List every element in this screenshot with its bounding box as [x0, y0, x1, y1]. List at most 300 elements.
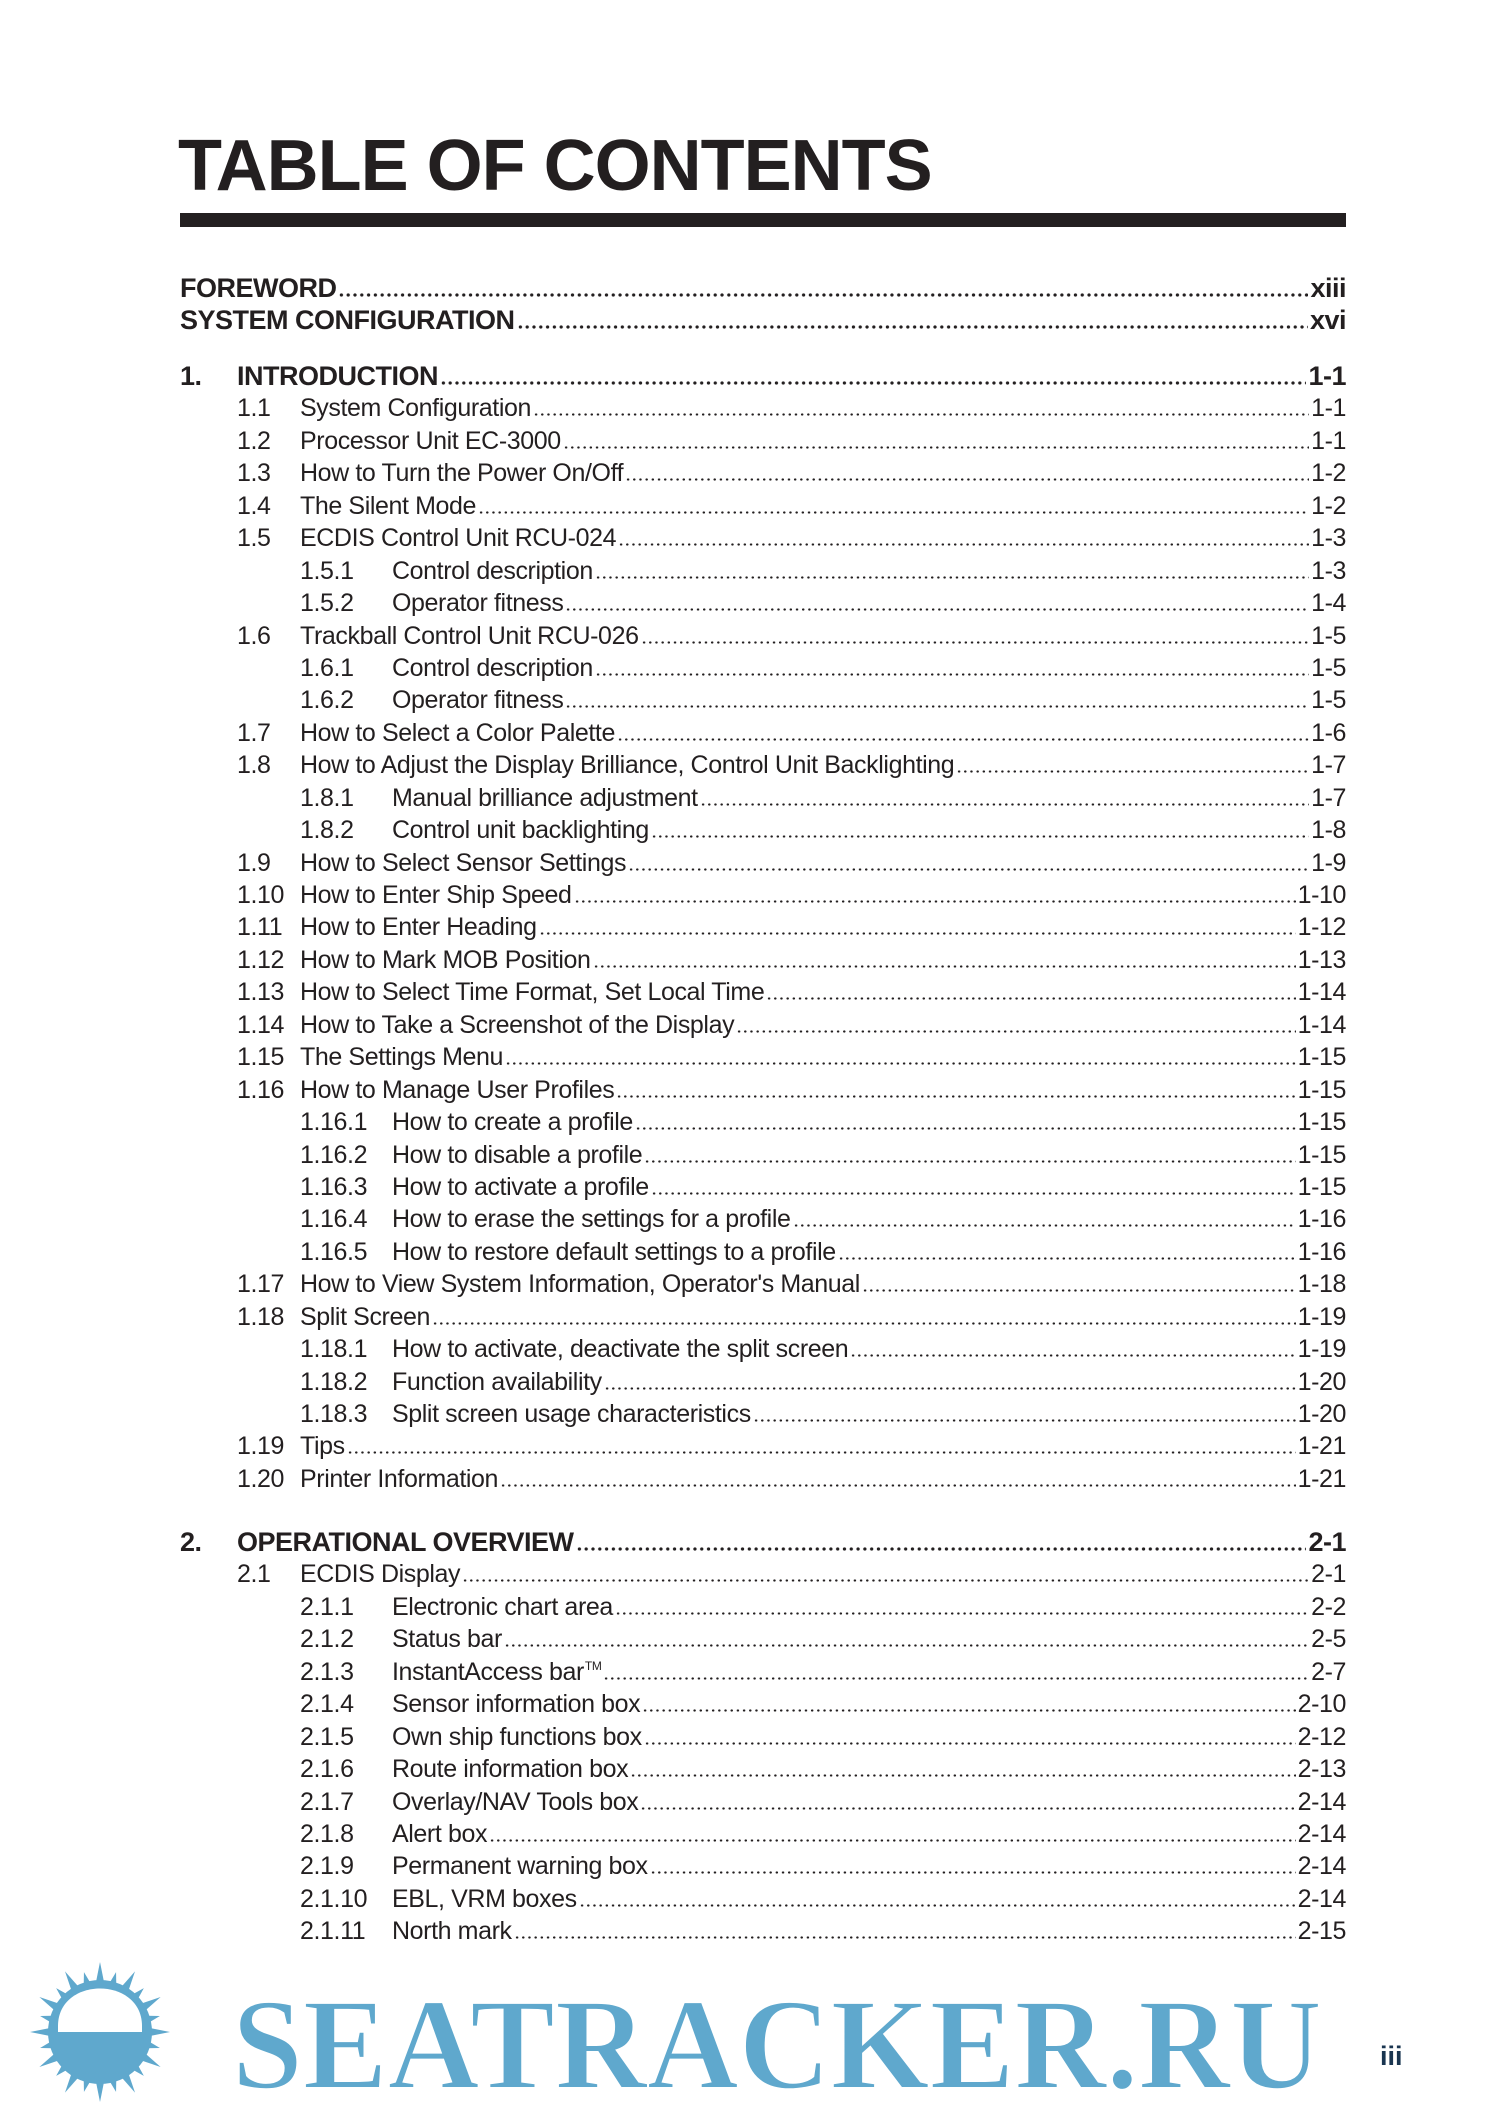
toc-entry-page: 1-21 [1297, 1432, 1346, 1461]
dot-leader [500, 1484, 1296, 1487]
dot-leader [640, 1807, 1295, 1810]
toc-entry-title-text: How to Manage User Profiles [300, 1075, 615, 1104]
toc-entry-title-text: FOREWORD [180, 273, 337, 303]
toc-entry-title [300, 490, 476, 522]
dot-leader [565, 705, 1309, 708]
dot-leader [576, 1547, 1307, 1551]
toc-entry-number: 1.11 [237, 913, 283, 942]
toc-entry[interactable] [180, 1850, 1346, 1882]
dot-leader [565, 608, 1309, 611]
toc-entry-title [392, 1623, 502, 1655]
dot-leader [644, 1742, 1296, 1745]
toc-entry-title-text: EBL, VRM boxes [392, 1884, 577, 1913]
toc-entry[interactable] [180, 272, 1346, 304]
trademark-mark: TM [584, 1658, 602, 1673]
title-rule [180, 213, 1346, 227]
toc-entry-title [392, 1850, 648, 1882]
toc-entry-title-text: How to Turn the Power On/Off [300, 459, 624, 488]
dot-leader [595, 576, 1309, 579]
toc-entry-number: 1.6.1 [300, 653, 354, 682]
toc-entry-title [300, 944, 591, 976]
toc-entry[interactable] [180, 911, 1346, 943]
toc-entry-title [300, 1430, 345, 1462]
toc-entry-title-text: Split Screen [300, 1302, 430, 1331]
dot-leader [604, 1387, 1296, 1390]
toc-entry-number: 1.6 [237, 621, 271, 650]
toc-entry-title-text: INTRODUCTION [237, 361, 438, 391]
toc-entry-title [392, 1106, 633, 1138]
dot-leader [641, 641, 1309, 644]
toc-entry[interactable] [180, 1883, 1346, 1915]
dot-leader [956, 770, 1309, 773]
toc-entry-number: 2.1.10 [300, 1884, 368, 1913]
toc-entry-page: xiii [1310, 273, 1346, 303]
toc-entry[interactable] [180, 879, 1346, 911]
toc-entry-page: 2-7 [1311, 1657, 1346, 1686]
toc-entry-title-text: How to View System Information, Operator's Manual [300, 1270, 860, 1299]
toc-entry-title-text: Operator fitness [392, 686, 564, 715]
dot-leader [630, 1774, 1295, 1777]
chapter-1-list [180, 360, 1346, 1495]
toc-entry-title-text: Trackball Control Unit RCU-026 [300, 621, 639, 650]
toc-entry-title-text: InstantAccess bar [392, 1657, 584, 1686]
toc-entry-title [300, 847, 626, 879]
dot-leader [736, 1030, 1295, 1033]
toc-entry[interactable] [180, 847, 1346, 879]
toc-entry[interactable] [180, 360, 1346, 392]
toc-entry-title-text: How to Select Time Format, Set Local Time [300, 978, 765, 1007]
toc-entry[interactable] [180, 1171, 1346, 1203]
toc-entry-title [392, 1236, 836, 1268]
toc-entry-number: 1.18.1 [300, 1335, 368, 1364]
toc-entry-number: 2.1.1 [300, 1592, 354, 1621]
toc-entry-number: 2. [180, 1527, 202, 1557]
toc-entry-page: 1-14 [1297, 978, 1346, 1007]
toc-entry[interactable] [180, 304, 1346, 336]
toc-entry-page: 1-15 [1297, 1172, 1346, 1201]
toc-entry-number: 1.10 [237, 881, 285, 909]
toc-entry-title-text: How to restore default settings to a profile [392, 1237, 836, 1266]
toc-entry-title-text: ECDIS Control Unit RCU-024 [300, 524, 617, 553]
toc-entry-number: 1.4 [237, 491, 271, 520]
toc-entry-title [300, 1463, 498, 1495]
toc-entry-number: 1.6.2 [300, 686, 354, 715]
dot-leader [478, 511, 1309, 514]
toc-entry-title [392, 1786, 638, 1818]
toc-entry-title-text: Control description [392, 556, 593, 585]
toc-entry-page: 2-12 [1297, 1722, 1346, 1751]
toc-entry-number: 1.8 [237, 751, 271, 780]
toc-entry-title [300, 879, 572, 911]
dot-leader [753, 1419, 1296, 1422]
toc-entry-page: 1-8 [1311, 816, 1346, 845]
toc-entry-number: 1.5 [237, 524, 271, 553]
toc-entry[interactable] [180, 1558, 1346, 1590]
toc-entry-number: 1.2 [237, 426, 271, 455]
toc-entry-page: 1-10 [1297, 881, 1346, 909]
toc-entry[interactable] [180, 425, 1346, 457]
toc-entry-title-text: How to create a profile [392, 1108, 633, 1137]
toc-entry[interactable] [180, 555, 1346, 587]
toc-entry[interactable] [180, 1623, 1346, 1655]
toc-entry-title [300, 749, 954, 781]
toc-entry-title-text: Printer Information [300, 1464, 499, 1493]
toc-entry[interactable] [180, 1721, 1346, 1753]
toc-entry-title [300, 1301, 430, 1333]
dot-leader [533, 413, 1309, 416]
toc-entry-title-text: Status bar [392, 1625, 502, 1654]
toc-entry-page: 1-4 [1311, 589, 1346, 618]
toc-entry-title [392, 1398, 751, 1430]
toc-entry[interactable] [180, 782, 1346, 814]
toc-entry[interactable] [180, 1236, 1346, 1268]
dot-leader [635, 1127, 1296, 1130]
toc-entry-page: 1-16 [1297, 1205, 1346, 1234]
toc-entry-number: 1.18.3 [300, 1400, 368, 1428]
toc-entry-title-text: ECDIS Display [300, 1560, 461, 1589]
toc-entry-title-text: Function availability [392, 1367, 602, 1396]
toc-entry-title-text: Processor Unit EC-3000 [300, 426, 561, 455]
dot-leader [489, 1839, 1296, 1842]
toc-entry-page: 1-1 [1311, 426, 1346, 455]
toc-entry-title [300, 425, 561, 457]
dot-leader [650, 1871, 1296, 1874]
toc-entry[interactable] [180, 1430, 1346, 1462]
toc-entry-number: 1.19 [237, 1432, 285, 1461]
toc-entry-number: 2.1.6 [300, 1755, 354, 1784]
toc-entry-title [392, 782, 698, 814]
toc-entry-page: 1-16 [1297, 1237, 1346, 1266]
toc-entry-number: 1.5.2 [300, 589, 354, 618]
toc-entry-number: 1.5.1 [300, 556, 354, 585]
toc-entry-page: 1-15 [1297, 1043, 1346, 1072]
toc-entry-page: 1-20 [1297, 1367, 1346, 1396]
dot-leader [838, 1257, 1296, 1260]
toc-entry-title-text: How to disable a profile [392, 1140, 643, 1169]
toc-entry-title [237, 360, 438, 392]
toc-entry-page: 1-15 [1297, 1140, 1346, 1169]
dot-leader [644, 1160, 1295, 1163]
toc-entry[interactable] [180, 1591, 1346, 1623]
toc-entry-title-text: Route information box [392, 1755, 629, 1784]
toc-entry-number: 1.18 [237, 1302, 285, 1331]
toc-entry-title [392, 555, 593, 587]
toc-entry-title-text: How to Select Sensor Settings [300, 848, 627, 877]
toc-entry-title-text: OPERATIONAL OVERVIEW [237, 1527, 574, 1557]
toc-entry[interactable] [180, 457, 1346, 489]
toc-entry-title [237, 1526, 574, 1558]
toc-entry-page: 1-18 [1297, 1270, 1346, 1299]
toc-entry-title-text: Overlay/NAV Tools box [392, 1787, 639, 1816]
toc-entry-page: 1-19 [1297, 1302, 1346, 1331]
toc-entry-title [392, 1366, 602, 1398]
toc-entry-title [180, 272, 336, 304]
toc-entry[interactable] [180, 587, 1346, 619]
dot-leader [617, 738, 1309, 741]
dot-leader [504, 1644, 1309, 1647]
dot-leader [625, 478, 1309, 481]
toc-entry-page: xvi [1309, 305, 1346, 336]
toc-entry-title-text: Tips [300, 1432, 345, 1461]
toc-entry[interactable] [180, 392, 1346, 424]
dot-leader [595, 673, 1309, 676]
dot-leader [642, 1709, 1295, 1712]
toc-entry-number: 1.8.2 [300, 816, 354, 845]
toc-entry-number: 2.1.2 [300, 1625, 354, 1654]
chapter-2-list [180, 1526, 1346, 1948]
toc-entry-title [300, 1041, 503, 1073]
dot-leader [579, 1904, 1296, 1907]
toc-entry-page: 1-5 [1311, 686, 1346, 715]
dot-leader [347, 1451, 1296, 1454]
seatracker-watermark [0, 1960, 1340, 2104]
toc-entry-page: 2-14 [1297, 1884, 1346, 1913]
dot-leader [539, 932, 1296, 935]
toc-entry-title [300, 392, 531, 424]
toc-entry-page: 2-13 [1297, 1755, 1346, 1784]
toc-entry-page: 1-20 [1297, 1400, 1346, 1428]
toc-entry[interactable] [180, 1301, 1346, 1333]
toc-entry[interactable] [180, 1398, 1346, 1430]
toc-entry-title-text: How to Select a Color Palette [300, 718, 615, 747]
dot-leader [700, 803, 1309, 806]
toc-entry-title [300, 1558, 460, 1590]
toc-entry-title-text: The Settings Menu [300, 1043, 504, 1072]
toc-entry-title-text: SYSTEM CONFIGURATION [180, 305, 515, 336]
toc-entry-title-text: Split screen usage characteristics [392, 1400, 751, 1428]
toc-entry-page: 1-15 [1297, 1108, 1346, 1137]
toc-entry-number: 2.1.3 [300, 1657, 354, 1686]
toc-entry-title [392, 652, 593, 684]
toc-entry[interactable] [180, 684, 1346, 716]
toc-entry[interactable] [180, 1753, 1346, 1785]
toc-entry[interactable] [180, 814, 1346, 846]
toc-entry-page: 1-1 [1308, 361, 1346, 391]
dot-leader [338, 293, 1308, 297]
toc-entry[interactable] [180, 1463, 1346, 1495]
dot-leader [574, 900, 1296, 903]
toc-entry-title-text: Permanent warning box [392, 1852, 648, 1881]
toc-entry-page: 1-7 [1311, 783, 1346, 812]
dot-leader [615, 1612, 1309, 1615]
toc-entry-page: 2-14 [1297, 1852, 1346, 1881]
toc-entry-title [392, 1333, 848, 1365]
toc-entry-number: 1.16.4 [300, 1205, 368, 1234]
toc-entry-title [392, 1591, 613, 1623]
toc-entry-title [392, 1883, 577, 1915]
toc-entry-page: 1-7 [1311, 751, 1346, 780]
toc-entry-page: 1-21 [1297, 1464, 1346, 1493]
toc-entry-title [300, 620, 639, 652]
toc-entry[interactable] [180, 1786, 1346, 1818]
toc-entry-title [392, 587, 563, 619]
toc-entry-number: 1.9 [237, 848, 271, 877]
toc-entry[interactable] [180, 1526, 1346, 1558]
toc-entry-page: 1-6 [1311, 718, 1346, 747]
toc-entry-page: 1-13 [1297, 945, 1346, 974]
toc-entry[interactable] [180, 1041, 1346, 1073]
toc-entry-title [392, 1915, 512, 1947]
dot-leader [766, 997, 1295, 1000]
toc-entry-title-text: How to Enter Heading [300, 913, 537, 942]
toc-entry-page: 1-12 [1297, 913, 1346, 942]
toc-entry-title-text: How to Take a Screenshot of the Display [300, 1010, 735, 1039]
toc-entry-number: 2.1.9 [300, 1852, 354, 1881]
toc-entry-number: 2.1.8 [300, 1819, 354, 1848]
toc-entry[interactable] [180, 717, 1346, 749]
toc-entry-page: 1-3 [1311, 556, 1346, 585]
toc-entry-title [300, 522, 616, 554]
toc-entry-number: 1.3 [237, 459, 271, 488]
toc-entry-page: 1-2 [1311, 459, 1346, 488]
toc-entry-number: 1.17 [237, 1270, 285, 1299]
toc-entry-number: 1.14 [237, 1010, 285, 1039]
toc-entry-page: 1-15 [1297, 1075, 1346, 1104]
toc-entry-number: 1.7 [237, 718, 271, 747]
toc-entry[interactable] [180, 1915, 1346, 1947]
toc-entry-title-text: Alert box [392, 1819, 488, 1848]
toc-entry-title [392, 1139, 642, 1171]
toc-entry[interactable] [180, 1333, 1346, 1365]
toc-entry[interactable] [180, 652, 1346, 684]
toc-entry-title-text: Control description [392, 653, 593, 682]
toc-entry-title-text: Manual brilliance adjustment [392, 783, 698, 812]
dot-leader [505, 1062, 1296, 1065]
toc-entry-title-text: Own ship functions box [392, 1722, 642, 1751]
toc-entry-page: 1-2 [1311, 491, 1346, 520]
toc-entry-title [392, 1721, 642, 1753]
toc-entry-title-text: Operator fitness [392, 589, 564, 618]
toc-entry[interactable] [180, 1203, 1346, 1235]
toc-entry-title [392, 1171, 649, 1203]
toc-entry-page: 1-19 [1297, 1335, 1346, 1364]
toc-entry-number: 2.1 [237, 1560, 271, 1589]
toc-entry-title [392, 1656, 601, 1688]
toc-entry-title [180, 304, 515, 336]
toc-entry[interactable] [180, 1268, 1346, 1300]
toc-entry[interactable] [180, 1106, 1346, 1138]
sun-logo-icon [30, 1962, 170, 2102]
toc-entry-title [300, 911, 537, 943]
toc-entry-page: 1-14 [1297, 1010, 1346, 1039]
toc-entry-page: 1-3 [1311, 524, 1346, 553]
toc-entry-number: 1.18.2 [300, 1367, 368, 1396]
toc-entry-number: 2.1.5 [300, 1722, 354, 1751]
toc-entry[interactable] [180, 1818, 1346, 1850]
toc-entry-page: 1-5 [1311, 621, 1346, 650]
toc-entry-number: 1.16.5 [300, 1237, 368, 1266]
toc-entry-title-text: How to erase the settings for a profile [392, 1205, 791, 1234]
toc-entry-page: 2-1 [1308, 1527, 1346, 1557]
dot-leader [651, 1192, 1296, 1195]
toc-entry-title [392, 1818, 487, 1850]
toc-entry-number: 1.13 [237, 978, 285, 1007]
watermark-text: SEATRACKER.RU [232, 1973, 1322, 2104]
toc-entry-title [300, 717, 615, 749]
toc-entry-number: 1.12 [237, 945, 285, 974]
toc-entry[interactable] [180, 1366, 1346, 1398]
dot-leader [793, 1224, 1296, 1227]
toc-entry-title [392, 1688, 640, 1720]
toc-entry[interactable] [180, 1688, 1346, 1720]
dot-leader [603, 1677, 1309, 1680]
dot-leader [563, 446, 1309, 449]
dot-leader [628, 868, 1309, 871]
dot-leader [514, 1936, 1296, 1939]
toc-entry-title-text: How to Adjust the Display Brilliance, Control Unit Backlighting [300, 751, 955, 780]
toc-entry-page: 2-10 [1297, 1690, 1346, 1719]
toc-entry[interactable] [180, 976, 1346, 1008]
toc-entry-title [300, 976, 764, 1008]
toc-entry[interactable] [180, 1074, 1346, 1106]
front-matter-list [180, 272, 1346, 337]
toc-entry-page: 2-5 [1311, 1625, 1346, 1654]
toc-entry-number: 1.16.1 [300, 1108, 368, 1137]
toc-entry-title-text: North mark [392, 1917, 512, 1946]
toc-entry-number: 1.16.3 [300, 1172, 368, 1201]
toc-entry-title-text: How to activate, deactivate the split screen [392, 1335, 849, 1364]
dot-leader [440, 381, 1306, 385]
toc-entry-title [300, 1009, 734, 1041]
toc-entry-title [392, 814, 649, 846]
dot-leader [862, 1289, 1296, 1292]
dot-leader [593, 965, 1296, 968]
toc-entry-number: 1.1 [237, 394, 271, 423]
toc-entry-number: 1.8.1 [300, 783, 354, 812]
toc-entry[interactable] [180, 490, 1346, 522]
toc-entry-title-text: How to activate a profile [392, 1172, 649, 1201]
toc-entry-title-text: Control unit backlighting [392, 816, 649, 845]
dot-leader [616, 1095, 1295, 1098]
page-title: TABLE OF CONTENTS [178, 126, 932, 206]
toc-entry-title-text: Electronic chart area [392, 1592, 613, 1621]
dot-leader [850, 1354, 1295, 1357]
toc-entry[interactable] [180, 749, 1346, 781]
dot-leader [462, 1579, 1309, 1582]
toc-entry-title [300, 1074, 614, 1106]
toc-entry-page: 2-15 [1297, 1917, 1346, 1946]
toc-entry[interactable] [180, 620, 1346, 652]
toc-entry[interactable] [180, 1139, 1346, 1171]
toc-entry-number: 1.16 [237, 1075, 285, 1104]
toc-entry-number: 1. [180, 361, 202, 391]
toc-entry-page: 2-14 [1297, 1819, 1346, 1848]
toc-entry-number: 2.1.7 [300, 1787, 354, 1816]
toc-entry-number: 2.1.11 [300, 1917, 366, 1946]
toc-entry-title-text: Sensor information box [392, 1690, 641, 1719]
toc-entry-page: 2-14 [1297, 1787, 1346, 1816]
toc-entry-title [392, 684, 563, 716]
toc-entry-number: 2.1.4 [300, 1690, 354, 1719]
toc-entry-page: 1-9 [1311, 848, 1346, 877]
toc-entry[interactable] [180, 1009, 1346, 1041]
dot-leader [651, 835, 1309, 838]
toc-entry-number: 1.16.2 [300, 1140, 368, 1169]
toc-entry-number: 1.20 [237, 1464, 285, 1493]
toc-entry-title [300, 1268, 860, 1300]
toc-entry[interactable] [180, 522, 1346, 554]
toc-entry-title [392, 1203, 791, 1235]
toc-entry[interactable] [180, 1656, 1346, 1688]
toc-entry-title-text: System Configuration [300, 394, 532, 423]
toc-entry-page: 2-1 [1311, 1560, 1346, 1589]
toc-entry[interactable] [180, 944, 1346, 976]
dot-leader [618, 543, 1309, 546]
toc-entry-title-text: How to Mark MOB Position [300, 945, 591, 974]
toc-entry-page: 2-2 [1311, 1592, 1346, 1621]
toc-entry-title-text: The Silent Mode [300, 491, 477, 520]
dot-leader [432, 1322, 1296, 1325]
